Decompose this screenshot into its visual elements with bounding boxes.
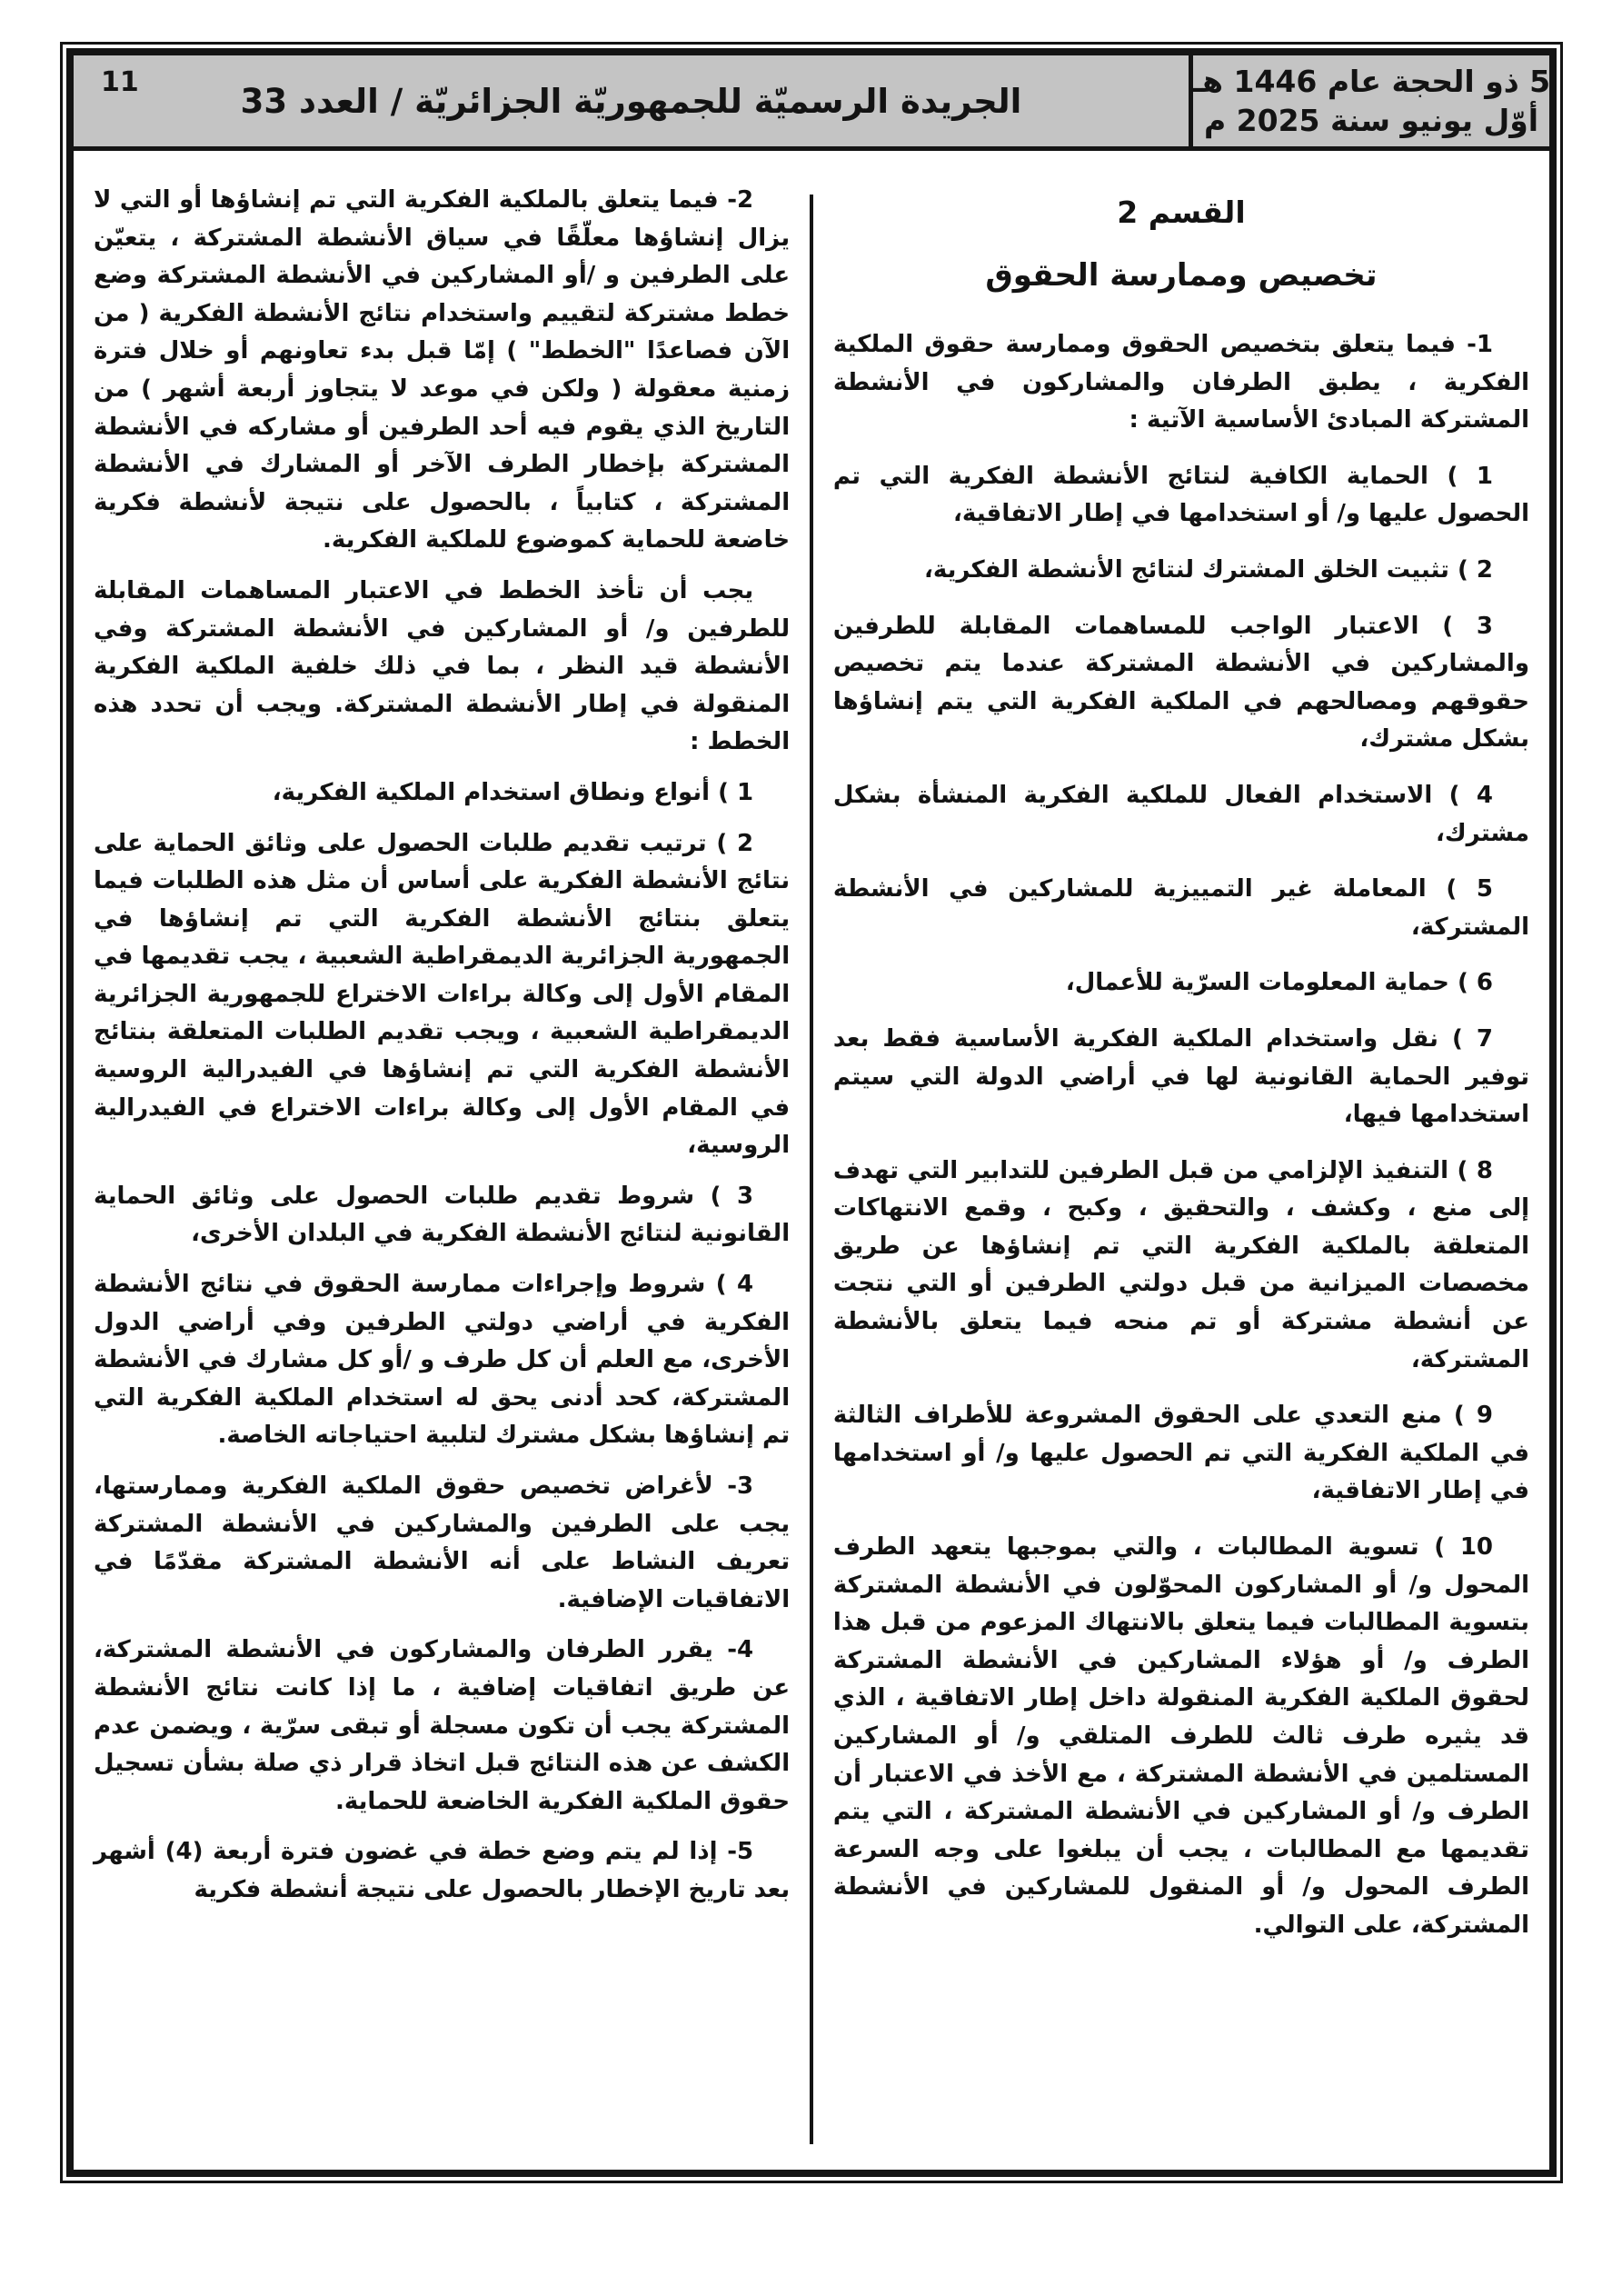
date-gregorian: أوّل يونيو سنة 2025 م bbox=[1203, 103, 1539, 138]
paragraph: 4 ) شروط وإجراءات ممارسة الحقوق في نتائج الأنشطة الفكرية في أراضي دولتي الطرفين وفي أراضي الدول الأخرى، مع العلم أن كل طرف و /أو كل مشارك في الأنشطة المشتركة، كحد أدنى يحق له استخدام الملكية الفكرية التي تم إنشاؤها بشكل مشترك لتلبية احتياجاته الخاصة. bbox=[94, 1271, 791, 1450]
page-header bbox=[74, 55, 1549, 151]
header-title-area bbox=[74, 55, 1189, 146]
content-area bbox=[74, 151, 1549, 2170]
paragraph: 2- فيما يتعلق بالملكية الفكرية التي تم إنشاؤها أو التي لا يزال إنشاؤها معلّقًا في سياق الأنشطة المشتركة ، يتعيّن على الطرفين و /أو المشاركين في الأنشطة المشتركة وضع خطط مشتركة لتقييم واستخدام نتائج الأنشطة الفكرية ( من الآن فصاعدًا "الخطط" ) إمّا قبل بدء تعاونهم أو خلال فترة زمنية معقولة ( ولكن في موعد لا يتجاوز أربعة أشهر ) من التاريخ الذي يقوم فيه أحد الطرفين أو مشاركه في الأنشطة المشتركة بإخطار الطرف الآخر أو المشارك في الأنشطة المشتركة ، كتابياً ، بالحصول على نتيجة لأنشطة فكرية خاضعة للحماية كموضوع للملكية الفكرية. bbox=[94, 186, 791, 554]
date-box bbox=[1189, 55, 1549, 146]
column-left bbox=[74, 182, 810, 2170]
journal-title: الجريدة الرسميّة للجمهوريّة الجزائريّة / العدد 33 bbox=[240, 81, 1022, 121]
paragraph: 9 ) منع التعدي على الحقوق المشروعة للأطراف الثالثة في الملكية الفكرية التي تم الحصول عليها و/ أو استخدامها في إطار الاتفاقية، bbox=[832, 1402, 1529, 1505]
paragraph: 1- فيما يتعلق بتخصيص الحقوق وممارسة حقوق الملكية الفكرية ، يطبق الطرفان والمشاركون في الأنشطة المشتركة المبادئ الأساسية الآتية : bbox=[832, 331, 1529, 434]
paragraph: 2 ) تثبيت الخلق المشترك لنتائج الأنشطة الفكرية، bbox=[923, 555, 1493, 584]
section-title: تخصيص وممارسة الحقوق bbox=[985, 257, 1378, 294]
paragraph: 3 ) شروط تقديم طلبات الحصول على وثائق الحماية القانونية لنتائج الأنشطة الفكرية في البلدان الأخرى، bbox=[94, 1182, 791, 1248]
paragraph: 4 ) الاستخدام الفعال للملكية الفكرية المنشأة بشكل مشترك، bbox=[832, 781, 1529, 847]
paragraph: يجب أن تأخذ الخطط في الاعتبار المساهمات المقابلة للطرفين و/ أو المشاركين في الأنشطة المشتركة وفي الأنشطة قيد النظر ، بما في ذلك خلفية الملكية الفكرية المنقولة في إطار الأنشطة المشتركة. ويجب أن تحدد هذه الخطط : bbox=[94, 576, 791, 756]
paragraph: 3 ) الاعتبار الواجب للمساهمات المقابلة للطرفين والمشاركين في الأنشطة المشتركة عندما يتم تخصيص حقوقهم ومصالحهم في الملكية الفكرية التي يتم إنشاؤها بشكل مشترك، bbox=[832, 612, 1529, 754]
paragraph: 7 ) نقل واستخدام الملكية الفكرية الأساسية فقط بعد توفير الحماية القانونية لها في أراضي الدولة التي سيتم استخدامها فيها، bbox=[832, 1024, 1529, 1129]
paragraph: 5- إذا لم يتم وضع خطة في غضون فترة أربعة (4) أشهر بعد تاريخ الإخطار بالحصول على نتيجة أنشطة فكرية bbox=[94, 1838, 791, 1903]
paragraph: 5 ) المعاملة غير التمييزية للمشاركين في الأنشطة المشتركة، bbox=[832, 875, 1529, 941]
paragraph: 1 ) أنواع ونطاق استخدام الملكية الفكرية، bbox=[272, 778, 754, 806]
paragraph: 2 ) ترتيب تقديم طلبات الحصول على وثائق الحماية على نتائج الأنشطة الفكرية على أساس أن مثل هذه الطلبات فيما يتعلق بنتائج الأنشطة الفكرية التي تم إنشاؤها في الجمهورية الجزائرية الديمقراطية الشعبية ، يجب تقديمها في المقام الأول إلى وكالة براءات الاختراع للجمهورية الجزائرية الديمقراطية الشعبية ، ويجب تقديم الطلبات المتعلقة بنتائج الأنشطة الفكرية التي تم إنشاؤها في الفيدرالية الروسية في المقام الأول إلى وكالة براءات الاختراع في الفيدرالية الروسية، bbox=[94, 829, 791, 1160]
column-divider bbox=[810, 195, 813, 2144]
paragraph: 3- لأغراض تخصيص حقوق الملكية الفكرية وممارستها، يجب على الطرفين والمشاركين في الأنشطة المشتركة تعريف النشاط على أنه الأنشطة المشتركة مقدّمًا في الاتفاقيات الإضافية. bbox=[94, 1472, 791, 1613]
paragraph: 10 ) تسوية المطالبات ، والتي بموجبها يتعهد الطرف المحول و/ أو المشاركون المحوّلون في الأنشطة المشتركة بتسوية المطالبات فيما يتعلق بالانتهاك المزعوم من قبل هذا الطرف و/ أو هؤلاء المشاركين في الأنشطة المشتركة لحقوق الملكية الفكرية المنقولة داخل إطار الاتفاقية ، الذي قد يثيره طرف ثالث للطرف المتلقي و/ أو المشاركين المستلمين في الأنشطة المشتركة ، مع الأخذ في الاعتبار أن الطرف و/ أو المشاركين في الأنشطة المشتركة ، التي يتم تقديمها مع المطالبات ، يجب أن يبلغوا على وجه السرعة الطرف المحول و/ أو المنقول للمشاركين في الأنشطة المشتركة، على التوالي. bbox=[832, 1533, 1529, 1939]
section-label: القسم 2 bbox=[1117, 195, 1246, 230]
paragraph: 4- يقرر الطرفان والمشاركون في الأنشطة المشتركة، عن طريق اتفاقيات إضافية ، ما إذا كانت نتائج الأنشطة المشتركة يجب أن تكون مسجلة أو تبقى سرّية ، ويضمن عدم الكشف عن هذه النتائج قبل اتخاذ قرار ذي صلة بشأن تسجيل حقوق الملكية الفكرية الخاضعة للحماية. bbox=[94, 1636, 791, 1815]
page-frame-outer bbox=[60, 42, 1563, 2183]
date-hijri: 5 ذو الحجة عام 1446 هـ bbox=[1191, 64, 1551, 99]
paragraph: 1 ) الحماية الكافية لنتائج الأنشطة الفكرية التي تم الحصول عليها و/ أو استخدامها في إطار الاتفاقية، bbox=[832, 462, 1529, 528]
paragraph: 8 ) التنفيذ الإلزامي من قبل الطرفين للتدابير التي تهدف إلى منع ، وكشف ، والتحقيق ، وكبح ، وقمع الانتهاكات المتعلقة بالملكية الفكرية التي تم إنشاؤها عن طريق مخصصات الميزانية من قبل دولتي الطرفين أو التي نتجت عن أنشطة مشتركة أو تم منحه فيما يتعلق بالأنشطة المشتركة، bbox=[832, 1156, 1529, 1373]
column-right bbox=[813, 182, 1549, 2170]
page-frame-inner bbox=[66, 48, 1557, 2177]
page-number: 11 bbox=[101, 66, 139, 98]
paragraph: 6 ) حماية المعلومات السرّية للأعمال، bbox=[1065, 969, 1493, 997]
